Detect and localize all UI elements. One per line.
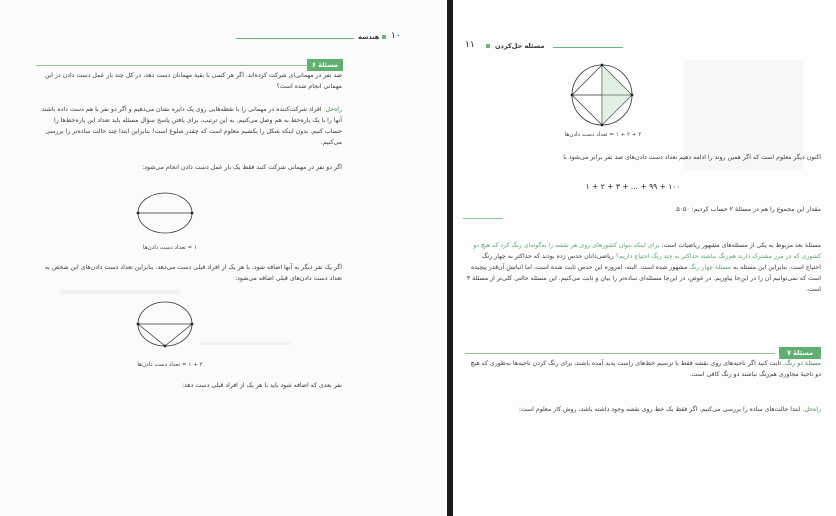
- triangle-highlight: [602, 65, 632, 125]
- page-number: ۱۱: [465, 40, 475, 50]
- handshake-segment: [572, 95, 602, 125]
- figure-three-people: [137, 300, 197, 350]
- right-page: [453, 0, 836, 516]
- person-point: [137, 323, 140, 326]
- bleed-through-shadow: [60, 290, 180, 294]
- page-title: هندسه: [358, 33, 380, 41]
- person-point: [137, 212, 140, 215]
- solution-label: راه‌حل.: [323, 106, 342, 113]
- figure-caption: ۱ = تعداد دست دادن‌ها: [142, 245, 198, 251]
- problem-rule: [465, 353, 775, 354]
- solution-paragraph: [36, 104, 342, 148]
- solution-text: ابتدا حالت‌های ساده را بررسی می‌کنیم. اگر فقط یک خط روی نقشه وجود داشته باشد، روش کار معلوم است:: [518, 406, 801, 413]
- three-people-text: اگر یک نفر دیگر به آنها اضافه شود، با هر یک از افراد قبلی دست می‌دهد. بنابراین تعداد دست دادن‌های این شخص به تعداد دست دادن‌های قبلی اضافه می‌شود:: [44, 264, 342, 282]
- problem-statement: [465, 358, 821, 380]
- section-rule: [463, 218, 503, 219]
- sum-equation: ۱۰۰ + ۹۹ + ... + ۳ + ۲ + ۱: [585, 182, 681, 191]
- problem-label: مسئلهٔ ۶: [307, 59, 343, 71]
- two-color-term: مسئلهٔ دو رنگ.: [783, 360, 821, 367]
- person-point: [631, 94, 634, 97]
- figure-caption: ۳ + ۲ + ۱ = تعداد دست دادن‌ها: [564, 132, 642, 138]
- fourth-person-text: نفر بعدی که اضافه شود باید با هر یک از افراد قبلی دست دهد:: [182, 382, 342, 389]
- four-color-lead: مسئلهٔ بعد مربوط به یکی از مسئله‌های مشهور ریاضیات است:: [661, 242, 821, 249]
- problem-statement: صد نفر در مهمانی‌ای شرکت کرده‌اند. اگر هر کسی با بقیهٔ مهمانان دست دهد، در کل چند بار عمل دست دادن در این مهمانی انجام شده است؟: [44, 72, 342, 90]
- page-number: ۱۰: [391, 31, 401, 41]
- figure-two-people: [137, 192, 197, 236]
- four-color-term: مسئلهٔ چهار رنگ: [689, 264, 732, 271]
- figure-caption: ۲ + ۱ = تعداد دست دادن‌ها: [137, 362, 203, 368]
- continuation-text: اکنون دیگر معلوم است که اگر همین روند را ادامه دهیم تعداد دست دادن‌های صد نفر برابر می‌شود با: [563, 154, 821, 161]
- header-rule: [553, 47, 623, 48]
- two-people-text: اگر دو نفر در مهمانی شرکت کنند فقط یک بار عمل دست دادن انجام می‌شود:: [142, 164, 342, 171]
- header-marker: [382, 35, 386, 39]
- page-title: مسئله حل‌کردن: [495, 42, 545, 50]
- figure-four-people: [570, 64, 634, 126]
- header-rule: [236, 38, 354, 39]
- solution-paragraph: [465, 404, 821, 415]
- problem-label: مسئلهٔ ۷: [779, 347, 821, 359]
- four-color-question: برای اینکه بتوان کشورهای روی هر نقشه را به‌گونه‌ای رنگ کرد که هیچ دو کشوری که در مرز مشترک دارند هم‌رنگ نباشند حداکثر به چند رنگ احتیاج داریم؟: [473, 242, 821, 260]
- person-point: [191, 212, 194, 215]
- person-point: [601, 124, 604, 127]
- handshake-segment: [572, 65, 602, 95]
- four-color-paragraph: [465, 240, 821, 295]
- sum-result-text: مقدار این مجموع را هم در مسئلهٔ ۲ حساب کردیم: ۵۰۵۰.: [674, 206, 821, 213]
- four-color-rest: ریاضی‌دانان حدس زده بودند که حداکثر به چهار رنگ احتیاج است. بنابراین این مسئله به: [482, 253, 821, 271]
- person-point: [601, 64, 604, 67]
- two-color-statement: ثابت کنید اگر ناحیه‌های روی نقشه فقط با ترسیم خط‌های راست پدید آمده باشند، برای رنگ کردن ناحیه‌ها به‌طوری که هیچ دو ناحیهٔ مجاوری هم‌رنگ نباشند دو رنگ کافی است.: [470, 360, 821, 378]
- four-color-end: مشهور شده است. البته، امروزه این حدس ثابت شده است، اما اثباتش آن‌قدر پیچیده است که نمی‌توانیم آن را در این‌جا بیاوریم. در عوض، در این‌جا مسئله‌ای ساده‌تر را بیان و ثابت می‌کنیم. این مسئله حالتی کلی‌تر از مسئلهٔ ۳ است.: [466, 264, 821, 293]
- person-point: [191, 323, 194, 326]
- person-point: [164, 345, 167, 348]
- solution-text: افراد شرکت‌کننده در مهمانی را با نقطه‌هایی روی یک دایره نشان می‌دهیم و اگر دو نفر با هم دست داده باشند آنها را با یک پاره‌خط به هم وصل می‌کنیم. به این ترتیب، برای یافتن پاسخ سؤال مسئله باید تعداد این پاره‌خط‌ها را حساب کنیم. بدون اینکه شکل را بکشیم معلوم است که چقدر شلوغ است! بنابراین ابتدا چند حالت ساده‌تر را بررسی می‌کنیم.: [41, 106, 342, 146]
- header-marker: [486, 44, 490, 48]
- bleed-through-shadow: [200, 342, 290, 345]
- person-point: [571, 94, 574, 97]
- solution-label: راه‌حل.: [802, 406, 821, 413]
- problem-rule: [36, 65, 336, 66]
